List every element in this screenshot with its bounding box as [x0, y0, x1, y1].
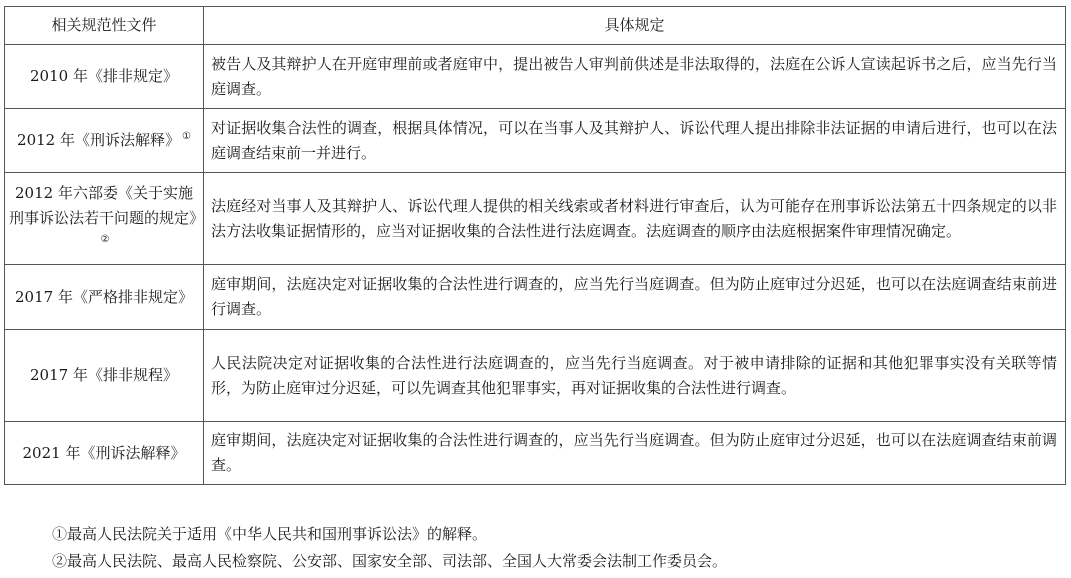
document-cell — [5, 330, 204, 422]
provision-cell: 被告人及其辩护人在开庭审理前或者庭审中，提出被告人审判前供述是非法取得的，法庭在公诉人宣读起诉书之后，应当先行当庭调查。 — [204, 45, 1066, 109]
table-header-row — [5, 7, 1066, 45]
document-name: 2017 年《严格排非规定》 — [15, 287, 193, 306]
header-document: 相关规范性文件 — [5, 7, 204, 45]
table-row — [5, 422, 1066, 485]
table-row — [5, 109, 1066, 173]
document-cell — [5, 422, 204, 485]
table-row — [5, 45, 1066, 109]
regulations-table — [4, 6, 1066, 485]
provision-cell: 人民法院决定对证据收集的合法性进行法庭调查的，应当先行当庭调查。对于被申请排除的证据和其他犯罪事实没有关联等情形，为防止庭审过分迟延，可以先调查其他犯罪事实，再对证据收集的合法性进行调查。 — [204, 330, 1066, 422]
table-row — [5, 265, 1066, 330]
table-row — [5, 173, 1066, 265]
document-name: 2010 年《排非规定》 — [30, 67, 178, 85]
provision-cell: 法庭经对当事人及其辩护人、诉讼代理人提供的相关线索或者材料进行审查后，认为可能存在刑事诉讼法第五十四条规定的以非法方法收集证据情形的，应当对证据收集的合法性进行法庭调查。法庭调查的顺序由法庭根据案件审理情况确定。 — [204, 173, 1066, 265]
footnote-1: ①最高人民法院关于适用《中华人民共和国刑事诉讼法》的解释。 — [52, 525, 488, 543]
provision-cell: 庭审期间，法庭决定对证据收集的合法性进行调查的，应当先行当庭调查。但为防止庭审过分迟延，也可以在法庭调查结束前进行调查。 — [204, 265, 1066, 330]
provision-cell: 庭审期间，法庭决定对证据收集的合法性进行调查的，应当先行当庭调查。但为防止庭审过分迟延，也可以在法庭调查结束前调查。 — [204, 422, 1066, 485]
document-cell — [5, 109, 204, 173]
footnote-2: ②最高人民法院、最高人民检察院、公安部、国家安全部、司法部、全国人大常委会法制工作委员会。 — [52, 552, 728, 570]
document-name: 2012 年六部委《关于实施刑事诉讼法若干问题的规定》 — [9, 184, 205, 227]
document-name: 2012 年《刑诉法解释》 — [17, 131, 180, 149]
header-provision: 具体规定 — [204, 7, 1066, 45]
provision-cell: 对证据收集合法性的调查，根据具体情况，可以在当事人及其辩护人、诉讼代理人提出排除非法证据的申请后进行，也可以在法庭调查结束前一并进行。 — [204, 109, 1066, 173]
footnotes — [52, 521, 727, 575]
document-cell — [5, 45, 204, 109]
footnote-marker: ② — [100, 234, 110, 245]
footnote-marker: ① — [181, 131, 191, 142]
document-cell — [5, 173, 204, 265]
document-name: 2017 年《排非规程》 — [30, 366, 178, 384]
table-row — [5, 330, 1066, 422]
document-cell — [5, 265, 204, 330]
document-name: 2021 年《刑诉法解释》 — [22, 443, 186, 462]
